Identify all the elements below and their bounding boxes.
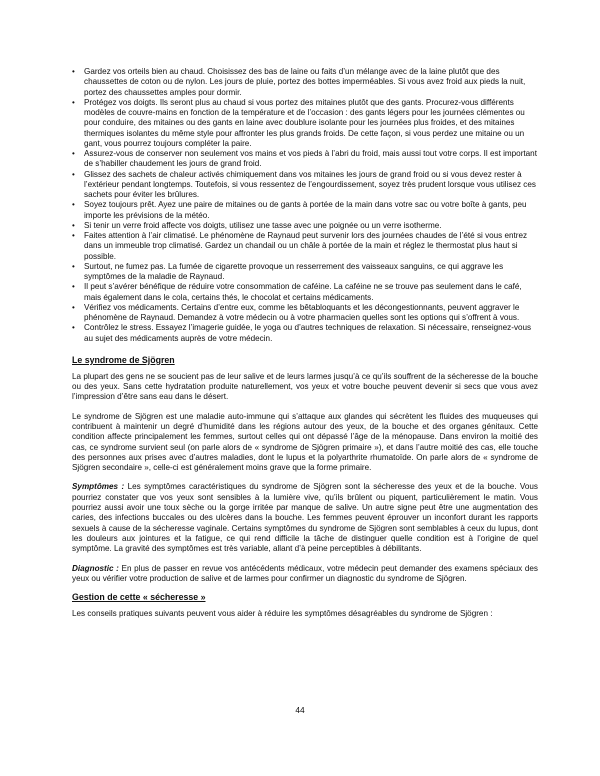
paragraph-intro: La plupart des gens ne se soucient pas de leur salive et de leurs larmes jusqu’à ce qu’ils souffrent de la sécheresse de la bouche ou des yeux. Sans cette hydratation produite naturellement, vos yeux et votre bouche peuvent devenir si secs que vous avez l’impression d’être sans eau dans le désert. — [72, 371, 538, 402]
diagnostic-text: En plus de passer en revue vos antécédents médicaux, votre médecin peut demander des examens spéciaux des yeux ou vérifier votre production de salive et de larmes pour confirmer un diagnostic du syndrome de Sjögren. — [72, 563, 538, 583]
paragraph-definition: Le syndrome de Sjögren est une maladie auto-immune qui s’attaque aux glandes qui sécrètent les fluides des muqueuses qui contribuent à maintenir un degré d’humidité dans les régions autour des yeux, de la bouche et des organes génitaux. Cette condition affecte principalement les femmes, surtout celles qui ont dépassé l’âge de la ménopause. Dans environ la moitié des cas, ce syndrome survient seul (on parle alors de « syndrome de Sjögren primaire »), et dans l’autre moitié des cas, elle touche des personnes aux prises avec d’autres maladies, dont le lupus et la polyarthrite rhumatoïde. On parle alors de « syndrome de Sjögren secondaire », celle-ci est généralement moins grave que la forme primaire. — [72, 411, 538, 473]
tips-list — [72, 67, 538, 344]
paragraph-tips-intro: Les conseils pratiques suivants peuvent vous aider à réduire les symptômes désagréables du syndrome de Sjögren : — [72, 609, 493, 619]
section-heading-management: Gestion de cette « sécheresse » — [72, 592, 206, 603]
paragraph-diagnostic — [72, 564, 538, 585]
page-content — [72, 67, 538, 619]
list-item: • Gardez vos orteils bien au chaud. Choisissez des bas de laine ou faits d’un mélange avec de la laine plutôt que des chaussettes de coton ou de nylon. Les jours de pluie, portez des bottes imperméables. Si vous avez froid aux pieds la nuit, portez des chaussettes amples pour dormir. — [72, 67, 538, 98]
list-item: • Si tenir un verre froid affecte vos doigts, utilisez une tasse avec une poignée ou un verre isotherme. — [72, 221, 538, 231]
section-heading-sjogren: Le syndrome de Sjögren — [72, 354, 175, 365]
list-item: • Protégez vos doigts. Ils seront plus au chaud si vous portez des mitaines plutôt que des gants. Procurez-vous différents modèles de couvre-mains en fonction de la température et de l’occasion : des gants légers pour les journées clémentes ou pour conduire, des mitaines ou des gants en laine avec doublure isolante pour les journées plus froides, et des mitaines thermiques isolantes du même style pour affronter les plus grands froids. De cette façon, si vous perdez une mitaine ou un gant, vous pourrez toujours compléter la paire. — [72, 98, 538, 149]
list-item: • Il peut s’avérer bénéfique de réduire votre consommation de caféine. La caféine ne se trouve pas seulement dans le café, mais également dans le cola, certains thés, le chocolat et certains médicaments. — [72, 282, 538, 303]
list-item: • Vérifiez vos médicaments. Certains d’entre eux, comme les bêtabloquants et les décongestionnants, peuvent aggraver le phénomène de Raynaud. Demandez à votre médecin ou à votre pharmacien quelles sont les options qui s’offrent à vous. — [72, 303, 538, 324]
list-item: • Contrôlez le stress. Essayez l’imagerie guidée, le yoga ou d’autres techniques de relaxation. Si nécessaire, renseignez-vous au sujet des médicaments auprès de votre médecin. — [72, 323, 538, 344]
symptoms-label: Symptômes : — [72, 482, 125, 492]
list-item: • Soyez toujours prêt. Ayez une paire de mitaines ou de gants à portée de la main dans votre sac ou votre boîte à gants, peu importe les prévisions de la météo. — [72, 200, 538, 221]
symptoms-text: Les symptômes caractéristiques du syndrome de Sjögren sont la sécheresse des yeux et de la bouche. Vous pourriez constater que vos yeux sont sensibles à la lumière vive, qu’ils brûlent ou piquent, particulièrement le matin. Vous pourriez aussi avoir une toux sèche ou la gorge irritée par manque de salive. Un autre signe peut être une augmentation des caries, des infections buccales ou des ulcères dans la bouche. Les femmes peuvent éprouver un inconfort durant les rapports sexuels à cause de la sécheresse vaginale. Certains symptômes du syndrome de Sjögren sont semblables à ceux du lupus, dont les douleurs aux jointures et la fatigue, ce qui rend difficile la tâche de distinguer quelle condition est à l’origine de quel symptôme. La gravité des symptômes est très variable, allant d’à peine perceptibles à débilitants. — [72, 482, 538, 554]
page-number: 44 — [295, 705, 305, 715]
paragraph-symptoms — [72, 482, 538, 554]
list-item: • Assurez-vous de conserver non seulement vos mains et vos pieds à l’abri du froid, mais aussi tout votre corps. Il est important de s’habiller chaudement les jours de grand froid. — [72, 149, 538, 170]
list-item: • Surtout, ne fumez pas. La fumée de cigarette provoque un resserrement des vaisseaux sanguins, ce qui aggrave les symptômes de la maladie de Raynaud. — [72, 262, 538, 283]
list-item: • Faites attention à l’air climatisé. Le phénomène de Raynaud peut survenir lors des journées chaudes de l’été si vous entrez dans un immeuble trop climatisé. Gardez un chandail ou un châle à portée de la main et réglez le thermostat plus haut si possible. — [72, 231, 538, 262]
diagnostic-label: Diagnostic : — [72, 563, 119, 573]
list-item: • Glissez des sachets de chaleur activés chimiquement dans vos mitaines les jours de grand froid ou si vous devez rester à l’extérieur pendant longtemps. Toutefois, si vous ressentez de l’engourdissement, soyez très prudent lorsque vous utilisez ces sachets pour éviter les brûlures. — [72, 170, 538, 201]
